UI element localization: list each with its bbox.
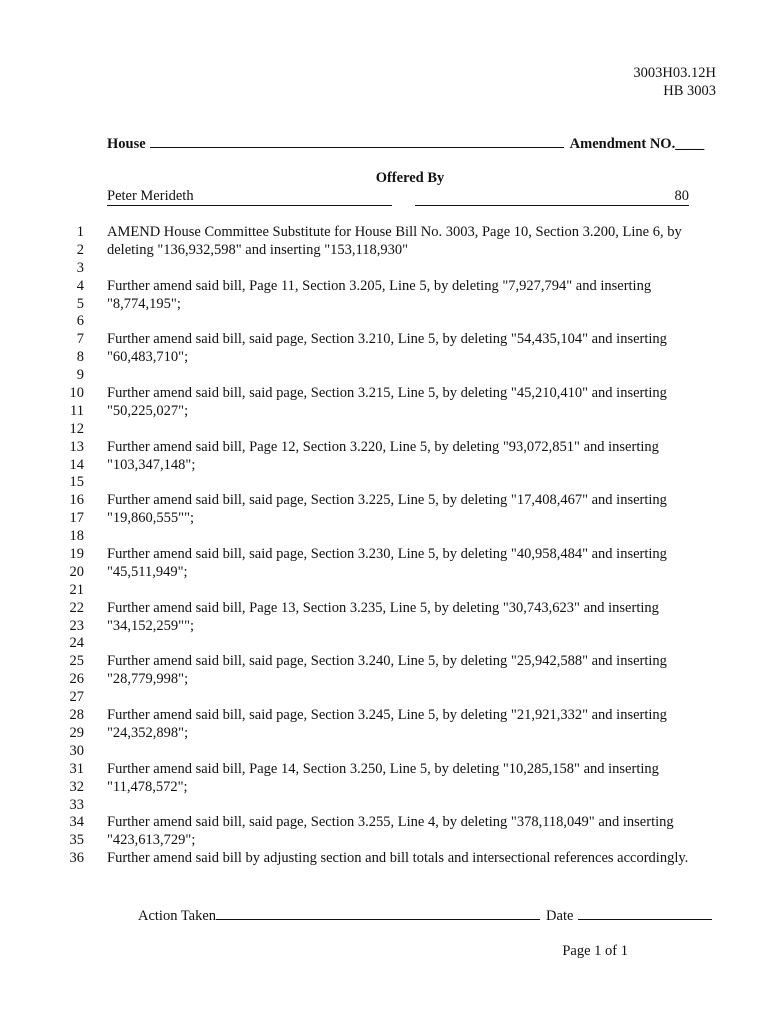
document-line: [0, 779, 770, 797]
sponsor-name: Peter Merideth: [107, 188, 194, 204]
line-number: 22: [69, 599, 84, 616]
sponsor-row: [107, 188, 689, 208]
document-line: [0, 439, 770, 457]
line-number: 30: [69, 742, 84, 759]
line-number: 4: [76, 277, 84, 294]
line-number: 9: [76, 367, 84, 384]
line-number: 5: [76, 295, 84, 312]
line-number: 10: [69, 385, 84, 402]
line-number: 1: [76, 224, 84, 240]
sponsor-district: 80: [674, 188, 689, 204]
document-line: [0, 850, 770, 868]
line-text: "28,779,998";: [107, 671, 189, 688]
date-line: [578, 906, 712, 920]
line-number: 26: [69, 671, 84, 688]
document-line: [0, 797, 770, 815]
action-taken-label: Action Taken: [138, 908, 217, 924]
house-blank-line: [150, 134, 564, 148]
document-line: [0, 546, 770, 564]
line-text: Further amend said bill, Page 14, Section 3.250, Line 5, by deleting "10,285,158" and inserting: [107, 760, 659, 777]
date-label: Date: [546, 908, 574, 924]
line-number: 24: [69, 635, 84, 652]
line-number: 25: [69, 653, 84, 670]
document-line: [0, 635, 770, 653]
document-line: [0, 707, 770, 725]
document-line: [0, 457, 770, 475]
line-text: "45,511,949";: [107, 563, 188, 580]
document-line: [0, 331, 770, 349]
line-text: Further amend said bill, said page, Section 3.215, Line 5, by deleting "45,210,410" and inserting: [107, 385, 667, 402]
line-number: 17: [69, 510, 84, 527]
document-line: [0, 349, 770, 367]
document-line: [0, 653, 770, 671]
document-line: [0, 260, 770, 278]
line-text: Further amend said bill, Page 13, Section 3.235, Line 5, by deleting "30,743,623" and inserting: [107, 599, 659, 616]
line-number: 31: [69, 760, 84, 777]
document-line: [0, 600, 770, 618]
sponsor-name-line: [107, 188, 392, 206]
document-line: [0, 367, 770, 385]
document-line: [0, 689, 770, 707]
document-line: [0, 528, 770, 546]
document-line: [0, 564, 770, 582]
document-line: [0, 242, 770, 260]
line-text: Further amend said bill, said page, Section 3.225, Line 5, by deleting "17,408,467" and inserting: [107, 492, 667, 509]
bill-number: HB 3003: [663, 83, 716, 99]
action-row: [138, 906, 716, 926]
line-number: 19: [69, 546, 84, 563]
document-line: [0, 510, 770, 528]
line-number: 21: [69, 581, 84, 598]
document-line: [0, 296, 770, 314]
line-text: Further amend said bill by adjusting section and bill totals and intersectional references accordingly.: [107, 850, 689, 867]
document-line: [0, 224, 770, 242]
line-text: "60,483,710";: [107, 349, 189, 366]
line-number: 33: [69, 796, 84, 813]
amendment-number-blank: ____: [675, 136, 705, 152]
line-number: 23: [69, 617, 84, 634]
line-text: "19,860,555"";: [107, 510, 195, 527]
document-line: [0, 421, 770, 439]
line-text: Further amend said bill, said page, Section 3.210, Line 5, by deleting "54,435,104" and inserting: [107, 331, 667, 348]
amendment-label: Amendment NO.: [569, 136, 676, 152]
document-line: [0, 725, 770, 743]
line-number: 27: [69, 689, 84, 706]
line-number: 13: [69, 438, 84, 455]
action-taken-line: [216, 906, 540, 920]
line-text: "423,613,729";: [107, 832, 196, 849]
offered-by-heading: Offered By: [375, 170, 445, 186]
line-text: "50,225,027";: [107, 402, 189, 419]
line-text: Further amend said bill, Page 11, Section 3.205, Line 5, by deleting "7,927,794" and inserting: [107, 277, 652, 294]
document-line: [0, 761, 770, 779]
house-row: [107, 134, 713, 154]
document-line: [0, 492, 770, 510]
document-line: [0, 474, 770, 492]
document-line: [0, 671, 770, 689]
line-number: 28: [69, 707, 84, 724]
document-line: [0, 385, 770, 403]
line-number: 20: [69, 563, 84, 580]
document-line: [0, 832, 770, 850]
line-number: 18: [69, 528, 84, 545]
line-number: 3: [76, 259, 84, 276]
line-number: 32: [69, 778, 84, 795]
line-number: 11: [70, 402, 84, 419]
document-line: [0, 313, 770, 331]
line-text: "103,347,148";: [107, 456, 196, 473]
line-number: 8: [76, 349, 84, 366]
amendment-text: [0, 224, 770, 868]
line-text: Further amend said bill, said page, Section 3.230, Line 5, by deleting "40,958,484" and inserting: [107, 546, 667, 563]
line-text: Further amend said bill, Page 12, Section 3.220, Line 5, by deleting "93,072,851" and inserting: [107, 438, 659, 455]
line-number: 16: [69, 492, 84, 509]
line-text: Further amend said bill, said page, Section 3.240, Line 5, by deleting "25,942,588" and inserting: [107, 653, 667, 670]
sponsor-district-line: [415, 188, 689, 206]
line-number: 14: [69, 456, 84, 473]
line-text: "8,774,195";: [107, 295, 181, 312]
line-number: 12: [69, 420, 84, 437]
document-line: [0, 743, 770, 761]
line-text: Further amend said bill, said page, Section 3.245, Line 5, by deleting "21,921,332" and inserting: [107, 707, 667, 724]
line-text: AMEND House Committee Substitute for House Bill No. 3003, Page 10, Section 3.200, Line 6, by: [107, 224, 682, 240]
line-number: 29: [69, 724, 84, 741]
line-text: deleting "136,932,598" and inserting "153,118,930": [107, 241, 409, 258]
line-text: "24,352,898";: [107, 724, 189, 741]
line-number: 6: [76, 313, 84, 330]
line-number: 7: [76, 331, 84, 348]
document-header: [633, 64, 716, 100]
document-code: 3003H03.12H: [633, 65, 716, 81]
document-line: [0, 814, 770, 832]
page-number: Page 1 of 1: [562, 943, 628, 959]
line-number: 36: [69, 850, 84, 867]
line-number: 15: [69, 474, 84, 491]
line-text: "34,152,259"";: [107, 617, 195, 634]
line-text: Further amend said bill, said page, Section 3.255, Line 4, by deleting "378,118,049" and inserting: [107, 814, 674, 831]
document-line: [0, 278, 770, 296]
document-line: [0, 582, 770, 600]
line-number: 35: [69, 832, 84, 849]
line-number: 2: [76, 241, 84, 258]
document-line: [0, 403, 770, 421]
house-label: House: [107, 136, 146, 152]
document-line: [0, 618, 770, 636]
line-number: 34: [69, 814, 84, 831]
line-text: "11,478,572";: [107, 778, 188, 795]
